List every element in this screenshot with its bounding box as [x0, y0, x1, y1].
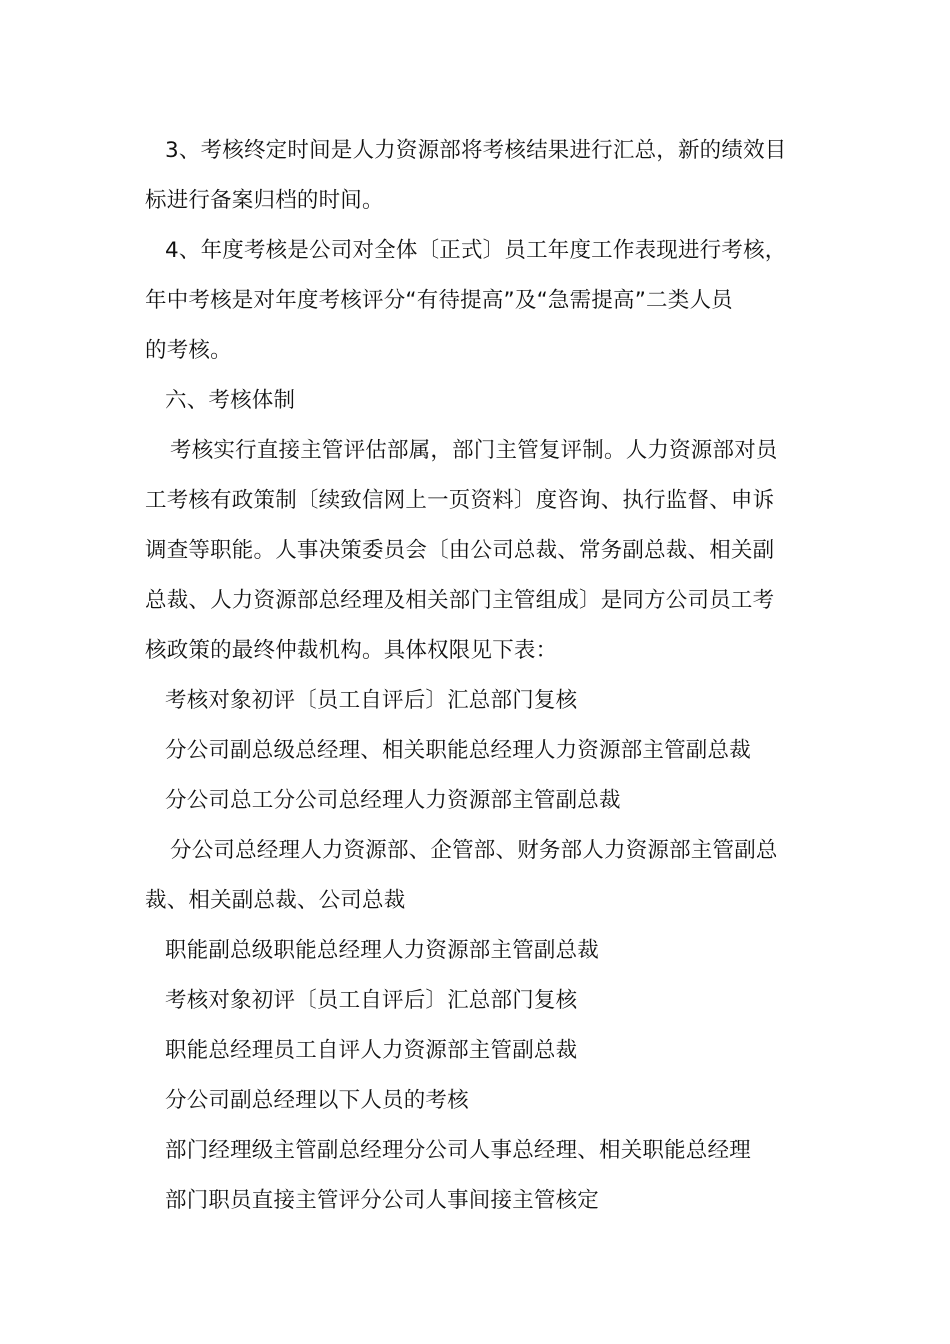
- table-row-text: 部门经理级主管副总经理分公司人事总经理、相关职能总经理: [165, 1138, 751, 1163]
- paragraph-line: 标进行备案归档的时间。: [145, 188, 384, 213]
- paragraph-line: 工考核有政策制〔续致信网上一页资料〕度咨询、执行监督、申诉: [145, 488, 775, 513]
- paragraph-line: 的考核。: [145, 338, 232, 363]
- table-row-text: 部门职员直接主管评分公司人事间接主管核定: [165, 1188, 600, 1213]
- table-row-text: 职能总经理员工自评人力资源部主管副总裁: [165, 1038, 578, 1063]
- table-row-text: 考核对象初评〔员工自评后〕汇总部门复核: [165, 988, 578, 1013]
- paragraph-line: 总裁、人力资源部总经理及相关部门主管组成〕是同方公司员工考: [145, 588, 775, 613]
- paragraph-line: 4、年度考核是公司对全体〔正式〕员工年度工作表现进行考核，: [165, 238, 787, 263]
- table-row-text: 分公司副总经理以下人员的考核: [165, 1088, 469, 1113]
- table-row-text: 分公司总经理人力资源部、企管部、财务部人力资源部主管副总: [170, 838, 778, 863]
- paragraph-line: 核政策的最终仲裁机构。具体权限见下表：: [145, 638, 558, 663]
- paragraph-line: 3、考核终定时间是人力资源部将考核结果进行汇总，新的绩效目: [165, 138, 787, 163]
- paragraph-line: 考核实行直接主管评估部属，部门主管复评制。人力资源部对员: [170, 438, 778, 463]
- table-row-text: 职能副总级职能总经理人力资源部主管副总裁: [165, 938, 600, 963]
- paragraph-line: 年中考核是对年度考核评分“有待提高”及“急需提高”二类人员: [145, 288, 733, 313]
- paragraph-line: 调查等职能。人事决策委员会〔由公司总裁、常务副总裁、相关副: [145, 538, 775, 563]
- section-heading: 六、考核体制: [165, 388, 296, 413]
- table-row-text: 考核对象初评〔员工自评后〕汇总部门复核: [165, 688, 578, 713]
- document-body: [145, 126, 810, 1226]
- table-row-text: 裁、相关副总裁、公司总裁: [145, 888, 406, 913]
- table-row-text: 分公司副总级总经理、相关职能总经理人力资源部主管副总裁: [165, 738, 751, 763]
- table-row-text: 分公司总工分公司总经理人力资源部主管副总裁: [165, 788, 621, 813]
